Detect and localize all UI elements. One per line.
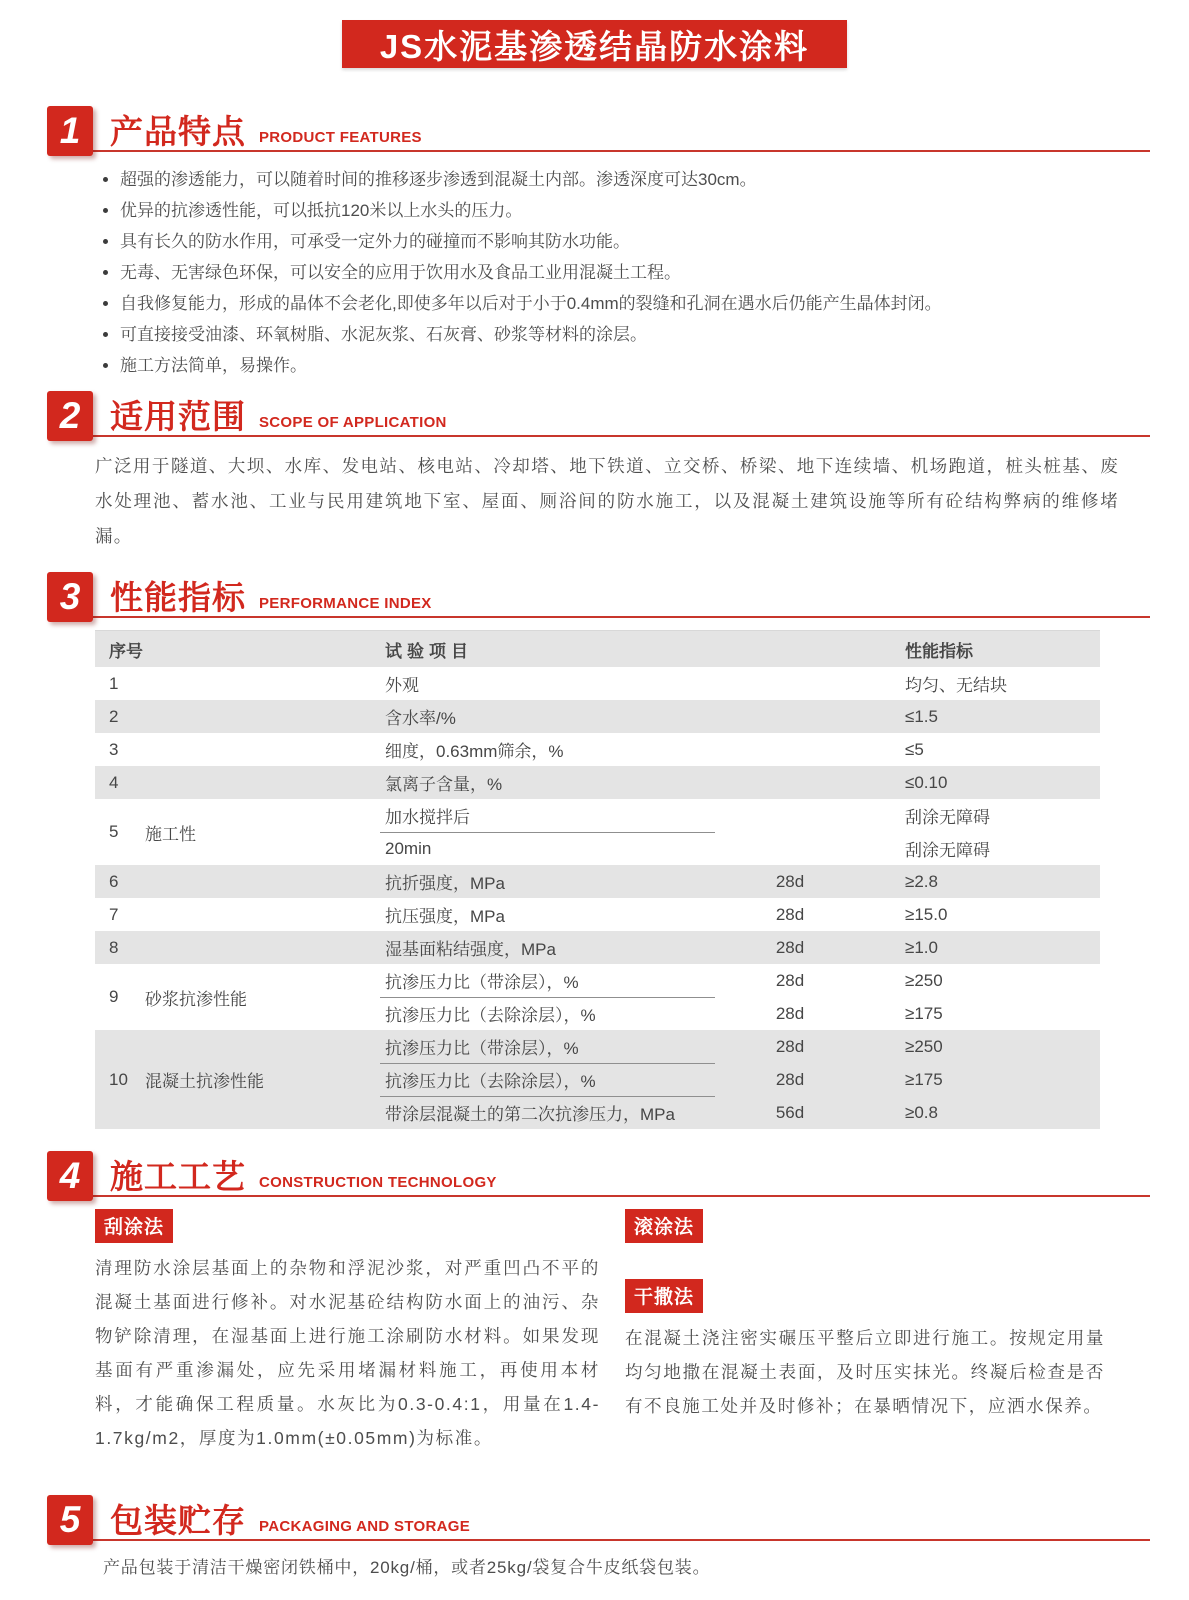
section-number: 3 — [47, 572, 93, 622]
section-subtitle: PERFORMANCE INDEX — [259, 595, 432, 612]
subrow — [380, 1096, 1100, 1129]
cell-test-item: 外观 — [385, 676, 419, 695]
table-row — [95, 667, 1100, 700]
feature-item — [103, 257, 1129, 288]
cell-index-value: 刮涂无障碍 — [905, 808, 990, 827]
feature-text: 优异的抗渗透性能，可以抵抗120米以上水头的压力。 — [120, 201, 523, 220]
cell-age: 28d — [775, 871, 805, 891]
bullet-icon — [103, 177, 108, 182]
cell-age: 28d — [775, 970, 805, 990]
table-row — [95, 1030, 1100, 1129]
cell-index-value: ≥0.8 — [905, 1102, 938, 1122]
section-subtitle: CONSTRUCTION TECHNOLOGY — [259, 1174, 497, 1191]
table-row — [95, 799, 1100, 865]
subrow — [380, 766, 1100, 799]
section-header-packaging — [47, 1495, 1150, 1541]
subrow — [380, 733, 1100, 766]
row-group: 施工性 — [145, 824, 196, 844]
performance-table — [95, 630, 1100, 1129]
cell-age: 28d — [775, 1069, 805, 1089]
section-title: 产品特点 — [110, 113, 246, 150]
row-seq: 1 — [109, 673, 119, 693]
cell-test-item: 抗压强度，MPa — [385, 907, 505, 926]
cell-test-item: 抗渗压力比（去除涂层），% — [380, 1063, 715, 1097]
row-subrows — [380, 964, 1100, 1030]
cell-test-item: 20min — [385, 838, 432, 858]
feature-item — [103, 350, 1129, 381]
row-subrows — [380, 865, 1100, 898]
method-right-column — [625, 1209, 1105, 1473]
row-subrows — [380, 1030, 1100, 1129]
header-item: 试验项目 — [385, 641, 473, 661]
cell-test-item: 带涂层混凝土的第二次抗渗压力，MPa — [385, 1105, 675, 1124]
table-row — [95, 898, 1100, 931]
cell-age: 28d — [775, 1036, 805, 1056]
table-row — [95, 931, 1100, 964]
cell-index-value: ≤5 — [905, 739, 924, 759]
cell-index-value: ≥2.8 — [905, 871, 938, 891]
row-seq: 10 — [109, 1069, 128, 1089]
cell-index-value: 刮涂无障碍 — [905, 841, 990, 860]
section-number: 5 — [47, 1495, 93, 1545]
section-header-scope — [47, 391, 1150, 437]
subrow — [380, 667, 1100, 700]
subrow — [380, 1063, 1100, 1096]
table-row — [95, 766, 1100, 799]
row-seq: 9 — [109, 987, 119, 1006]
row-seq: 2 — [109, 706, 119, 726]
cell-index-value: ≥15.0 — [905, 904, 948, 924]
cell-age: 56d — [775, 1102, 805, 1122]
cell-index-value: ≥250 — [905, 1036, 943, 1056]
row-seq: 8 — [109, 937, 119, 957]
subrow — [380, 832, 1100, 865]
cell-test-item: 加水搅拌后 — [380, 799, 715, 833]
table-row — [95, 964, 1100, 1030]
cell-index-value: ≤1.5 — [905, 706, 938, 726]
cell-test-item: 湿基面粘结强度，MPa — [385, 940, 556, 959]
cell-index-value: ≥175 — [905, 1069, 943, 1089]
bullet-icon — [103, 239, 108, 244]
row-subrows — [380, 700, 1100, 733]
scope-paragraph: 广泛用于隧道、大坝、水库、发电站、核电站、冷却塔、地下铁道、立交桥、桥梁、地下连续墙、机场跑道，桩头桩基、废水处理池、蓄水池、工业与民用建筑地下室、屋面、厕浴间的防水施工，以及混凝土建筑设施等所有砼结构弊病的维修堵漏。 — [95, 456, 1119, 546]
cell-age: 28d — [775, 904, 805, 924]
header-seq: 序号 — [109, 641, 143, 661]
feature-item — [103, 195, 1129, 226]
cell-age: 28d — [775, 1003, 805, 1023]
row-subrows — [380, 799, 1100, 865]
header-index: 性能指标 — [905, 641, 973, 661]
row-seq: 7 — [109, 904, 119, 924]
section-title: 适用范围 — [110, 398, 246, 435]
cell-test-item: 抗折强度，MPa — [385, 874, 505, 893]
method-badge-roll: 滚涂法 — [625, 1209, 703, 1243]
cell-test-item: 抗渗压力比（带涂层），% — [380, 964, 715, 998]
feature-list — [103, 164, 1129, 381]
feature-item — [103, 319, 1129, 350]
row-seq: 4 — [109, 772, 119, 792]
feature-text: 超强的渗透能力，可以随着时间的推移逐步渗透到混凝土内部。渗透深度可达30cm。 — [120, 170, 757, 189]
section-header-construction — [47, 1151, 1150, 1197]
cell-test-item: 细度，0.63mm筛余，% — [385, 742, 564, 761]
feature-item — [103, 288, 1129, 319]
section-number: 1 — [47, 106, 93, 156]
section-subtitle: PRODUCT FEATURES — [259, 129, 422, 146]
cell-index-value: ≥1.0 — [905, 937, 938, 957]
bullet-icon — [103, 301, 108, 306]
bullet-icon — [103, 332, 108, 337]
cell-test-item: 抗渗压力比（带涂层），% — [380, 1030, 715, 1064]
construction-methods — [95, 1209, 1105, 1473]
cell-index-value: ≥175 — [905, 1003, 943, 1023]
row-group: 砂浆抗渗性能 — [145, 989, 247, 1009]
feature-item — [103, 164, 1129, 195]
table-row — [95, 700, 1100, 733]
product-title: JS水泥基渗透结晶防水涂料 — [379, 27, 810, 65]
feature-text: 可直接接受油漆、环氧树脂、水泥灰浆、石灰膏、砂浆等材料的涂层。 — [120, 325, 647, 344]
section-subtitle: SCOPE OF APPLICATION — [259, 414, 447, 431]
cell-index-value: ≥250 — [905, 970, 943, 990]
packaging-paragraph: 产品包装于清洁干燥密闭铁桶中，20kg/桶，或者25kg/袋复合牛皮纸袋包装。 — [103, 1557, 711, 1577]
cell-test-item: 含水率/% — [385, 709, 456, 728]
cell-age: 28d — [775, 937, 805, 957]
row-subrows — [380, 931, 1100, 964]
feature-text: 自我修复能力，形成的晶体不会老化,即使多年以后对于小于0.4mm的裂缝和孔洞在遇水后仍能产生晶体封闭。 — [120, 294, 942, 313]
bullet-icon — [103, 363, 108, 368]
section-subtitle: PACKAGING AND STORAGE — [259, 1517, 471, 1535]
subrow — [380, 898, 1100, 931]
cell-index-value: 均匀、无结块 — [905, 676, 1007, 695]
feature-text: 具有长久的防水作用，可承受一定外力的碰撞而不影响其防水功能。 — [120, 232, 630, 251]
row-subrows — [380, 898, 1100, 931]
section-title: 包装贮存 — [110, 1501, 246, 1539]
row-seq: 6 — [109, 871, 119, 891]
subrow — [380, 931, 1100, 964]
method-badge-drysprinkle: 干撒法 — [625, 1279, 703, 1313]
cell-index-value: ≤0.10 — [905, 772, 948, 792]
bullet-icon — [103, 270, 108, 275]
cell-test-item: 抗渗压力比（去除涂层），% — [385, 1006, 596, 1025]
subrow — [380, 964, 1100, 997]
subrow — [380, 997, 1100, 1030]
row-subrows — [380, 733, 1100, 766]
section-header-performance — [47, 572, 1150, 618]
method-text-drysprinkle: 在混凝土浇注密实碾压平整后立即进行施工。按规定用量均匀地撒在混凝土表面，及时压实抹光。终凝后检查是否有不良施工处并及时修补；在暴晒情况下，应洒水保养。 — [625, 1328, 1105, 1416]
subrow — [380, 1030, 1100, 1063]
performance-table-body — [95, 667, 1100, 1129]
subrow — [380, 799, 1100, 832]
section-number: 2 — [47, 391, 93, 441]
subrow — [380, 865, 1100, 898]
product-title-banner — [342, 20, 847, 68]
table-row — [95, 865, 1100, 898]
bullet-icon — [103, 208, 108, 213]
row-seq: 3 — [109, 739, 119, 759]
row-subrows — [380, 667, 1100, 700]
section-header-features — [47, 106, 1150, 152]
cell-test-item: 氯离子含量，% — [385, 775, 503, 794]
row-subrows — [380, 766, 1100, 799]
table-header-row — [95, 630, 1100, 667]
row-group: 混凝土抗渗性能 — [145, 1072, 264, 1091]
feature-text: 施工方法简单，易操作。 — [120, 356, 307, 375]
method-text-scrape: 清理防水涂层基面上的杂物和浮泥沙浆，对严重凹凸不平的混凝土基面进行修补。对水泥基砼结构防水面上的油污、杂物铲除清理，在湿基面上进行施工涂刷防水材料。如果发现基面有严重渗漏处，应先采用堵漏材料施工，再使用本材料，才能确保工程质量。水灰比为0.3-0.4:1，用量在1.4-1.7kg/m2，厚度为1.0mm(±0.05mm)为标准。 — [95, 1258, 600, 1448]
subrow — [380, 700, 1100, 733]
spacer — [625, 1243, 1105, 1279]
section-number: 4 — [47, 1151, 93, 1201]
section-title: 施工工艺 — [110, 1158, 246, 1195]
method-scrape — [95, 1209, 600, 1473]
method-badge-scrape: 刮涂法 — [95, 1209, 173, 1243]
feature-item — [103, 226, 1129, 257]
row-seq: 5 — [109, 822, 119, 841]
feature-text: 无毒、无害绿色环保，可以安全的应用于饮用水及食品工业用混凝土工程。 — [120, 263, 681, 282]
table-row — [95, 733, 1100, 766]
section-title: 性能指标 — [110, 579, 246, 616]
